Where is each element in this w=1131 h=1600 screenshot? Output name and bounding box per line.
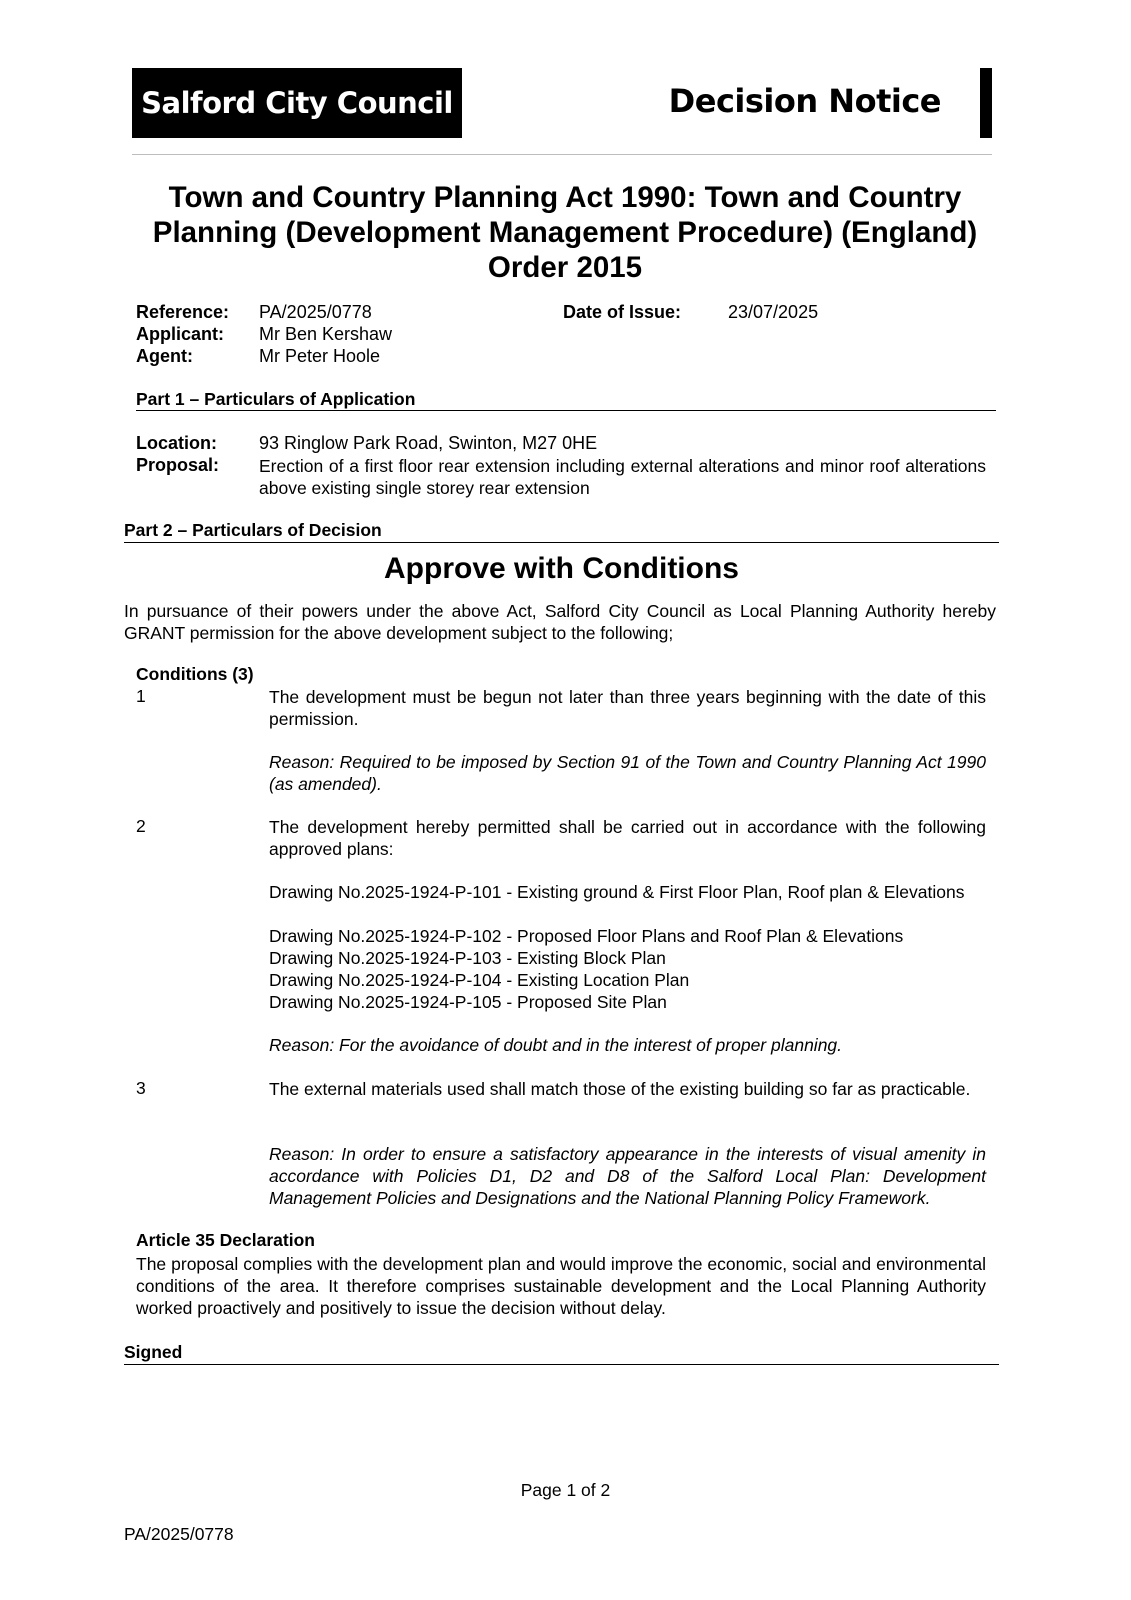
- drawing-item: Drawing No.2025-1924-P-102 - Proposed Floor Plans and Roof Plan & Elevations: [269, 926, 904, 946]
- signed-rule: [124, 1364, 999, 1365]
- header-divider: [132, 154, 992, 155]
- agent-label: Agent:: [136, 346, 193, 366]
- applicant-value: Mr Ben Kershaw: [259, 324, 393, 344]
- date-label: Date of Issue:: [563, 302, 682, 322]
- article35-heading: Article 35 Declaration: [136, 1230, 315, 1250]
- part2-rule: [124, 542, 999, 543]
- drawing-item: Drawing No.2025-1924-P-105 - Proposed Site Plan: [269, 992, 667, 1012]
- condition-reason: Reason: In order to ensure a satisfactory appearance in the interests of visual amenity in accordance with Policies D1, D2 and D8 of the Salford Local Plan: Development Management Policies and Designations and the National Planning Policy Framework.: [269, 1144, 986, 1208]
- condition-reason: Reason: For the avoidance of doubt and in the interest of proper planning.: [269, 1035, 843, 1055]
- drawing-item: Drawing No.2025-1924-P-104 - Existing Location Plan: [269, 970, 690, 990]
- location-value: 93 Ringlow Park Road, Swinton, M27 0HE: [259, 433, 598, 453]
- proposal-label: Proposal:: [136, 455, 220, 475]
- part2-heading: Part 2 – Particulars of Decision: [124, 520, 382, 540]
- decision-title: Approve with Conditions: [384, 552, 739, 585]
- title-bar-decoration: [980, 68, 992, 138]
- proposal-value: Erection of a first floor rear extension including external alterations and minor roof alterations above existing single storey rear extension: [259, 456, 986, 498]
- notice-title: Decision Notice: [668, 82, 941, 120]
- council-name: Salford City Council: [141, 86, 453, 120]
- condition-text: The development hereby permitted shall be carried out in accordance with the following approved plans:: [269, 817, 986, 859]
- part1-rule: [136, 410, 996, 411]
- act-title: Town and Country Planning Act 1990: Town and Country Planning (Development Management Procedure) (England) Order 2015: [152, 181, 978, 284]
- drawing-item: Drawing No.2025-1924-P-101 - Existing ground & First Floor Plan, Roof plan & Elevations: [269, 882, 965, 902]
- council-logo: [132, 68, 462, 138]
- reference-label: Reference:: [136, 302, 230, 322]
- decision-intro: In pursuance of their powers under the above Act, Salford City Council as Local Planning Authority hereby GRANT permission for the above development subject to the following;: [124, 601, 996, 643]
- agent-value: Mr Peter Hoole: [259, 346, 381, 366]
- date-value: 23/07/2025: [728, 302, 819, 322]
- condition-reason: Reason: Required to be imposed by Section 91 of the Town and Country Planning Act 1990 (as amended).: [269, 752, 986, 794]
- footer-reference: PA/2025/0778: [124, 1524, 234, 1544]
- part1-heading: Part 1 – Particulars of Application: [136, 389, 416, 409]
- condition-text: The development must be begun not later than three years beginning with the date of this permission.: [269, 687, 986, 729]
- condition-text: The external materials used shall match those of the existing building so far as practicable.: [269, 1079, 971, 1099]
- page-number: Page 1 of 2: [520, 1480, 611, 1500]
- condition-number: 3: [136, 1078, 146, 1098]
- article35-text: The proposal complies with the development plan and would improve the economic, social and environmental conditions of the area. It therefore comprises sustainable development and the Local Planning Authority worked proactively and positively to issue the decision without delay.: [136, 1254, 986, 1318]
- drawing-item: Drawing No.2025-1924-P-103 - Existing Block Plan: [269, 948, 666, 968]
- location-label: Location:: [136, 433, 217, 453]
- signed-heading: Signed: [124, 1342, 183, 1362]
- condition-number: 2: [136, 816, 146, 836]
- reference-value: PA/2025/0778: [259, 302, 372, 322]
- conditions-heading: Conditions (3): [136, 664, 254, 684]
- condition-number: 1: [136, 686, 146, 706]
- applicant-label: Applicant:: [136, 324, 224, 344]
